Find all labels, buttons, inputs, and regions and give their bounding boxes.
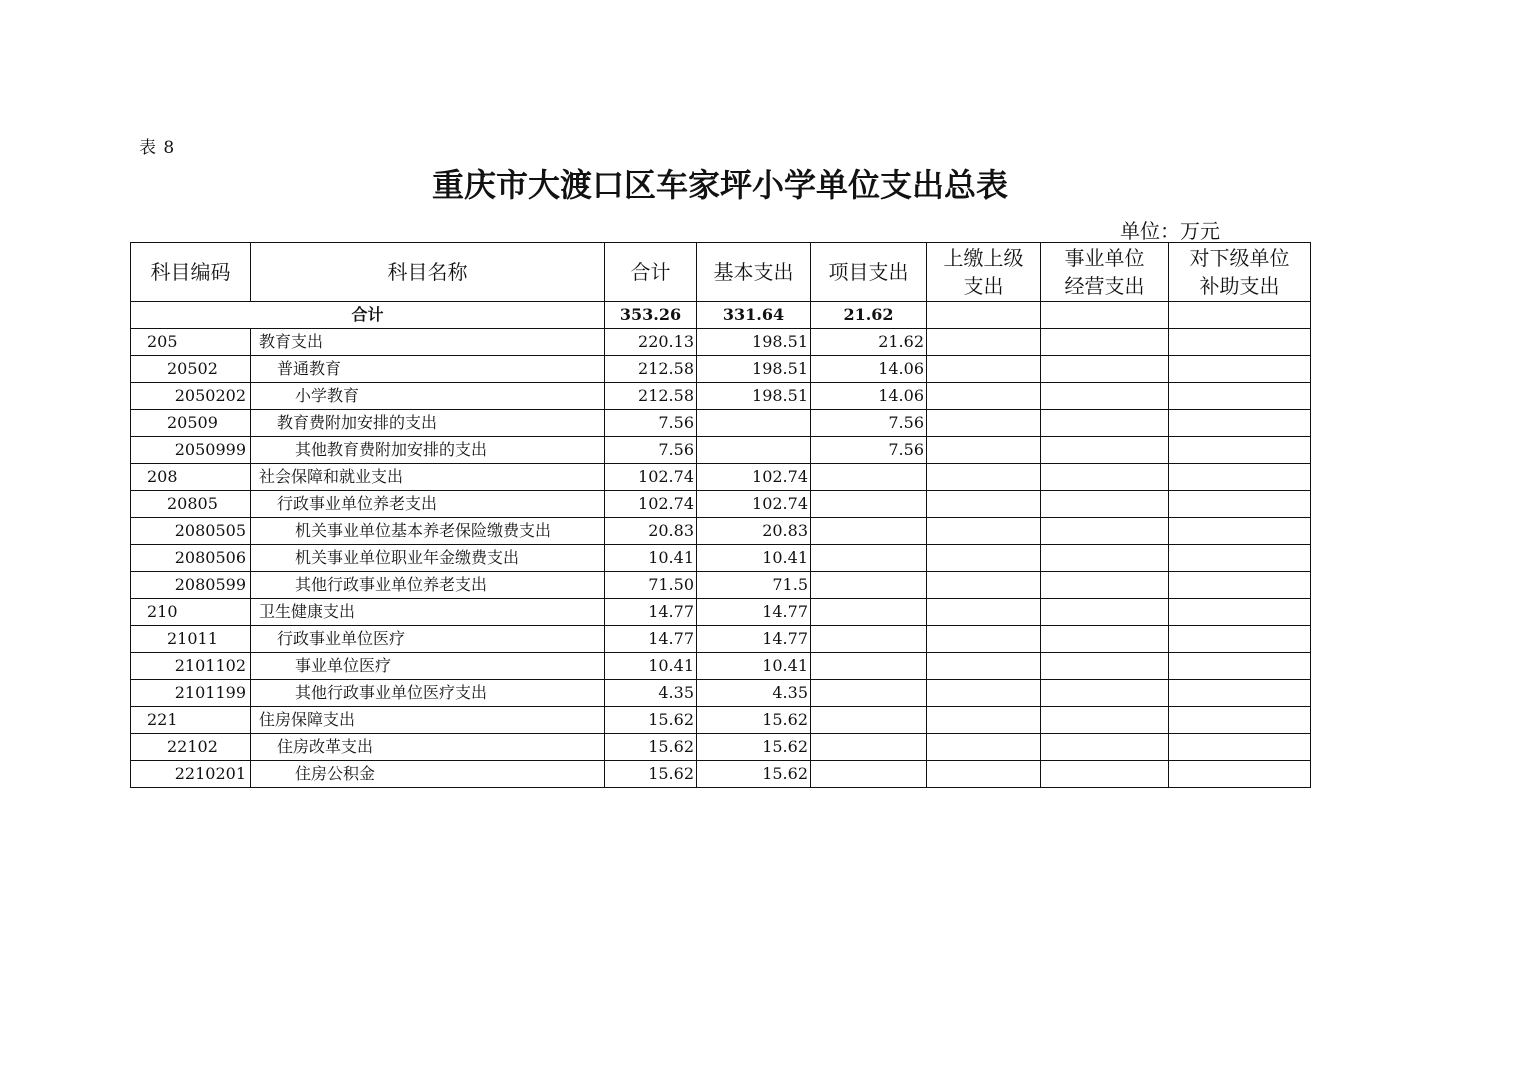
- total-business: [1041, 302, 1169, 329]
- total-row: [131, 302, 1311, 329]
- cell-project: [811, 518, 927, 545]
- cell-code: 205: [131, 329, 251, 356]
- table-row: [131, 410, 1311, 437]
- table-row: [131, 464, 1311, 491]
- cell-basic: 15.62: [697, 707, 811, 734]
- cell-project: 14.06: [811, 383, 927, 410]
- cell-code: 2050999: [131, 437, 251, 464]
- cell-business: [1041, 518, 1169, 545]
- header-subsidy-line1: 对下级单位: [1189, 246, 1290, 270]
- cell-basic: 15.62: [697, 761, 811, 788]
- table-row: [131, 545, 1311, 572]
- cell-upper: [927, 545, 1041, 572]
- cell-name: 卫生健康支出: [251, 599, 605, 626]
- header-total: 合计: [605, 243, 697, 302]
- table-row: [131, 518, 1311, 545]
- header-upper-line1: 上缴上级: [943, 246, 1024, 270]
- table-row: [131, 707, 1311, 734]
- cell-business: [1041, 545, 1169, 572]
- cell-total: 10.41: [605, 545, 697, 572]
- cell-business: [1041, 464, 1169, 491]
- cell-project: 21.62: [811, 329, 927, 356]
- cell-business: [1041, 680, 1169, 707]
- cell-subsidy: [1169, 437, 1311, 464]
- cell-subsidy: [1169, 761, 1311, 788]
- cell-upper: [927, 464, 1041, 491]
- cell-project: [811, 626, 927, 653]
- cell-total: 15.62: [605, 761, 697, 788]
- table-row: [131, 653, 1311, 680]
- cell-business: [1041, 653, 1169, 680]
- table-row: [131, 761, 1311, 788]
- cell-name: 普通教育: [251, 356, 605, 383]
- table-row: [131, 572, 1311, 599]
- cell-basic: 102.74: [697, 464, 811, 491]
- cell-basic: 71.5: [697, 572, 811, 599]
- cell-subsidy: [1169, 545, 1311, 572]
- cell-upper: [927, 707, 1041, 734]
- cell-subsidy: [1169, 464, 1311, 491]
- cell-name: 小学教育: [251, 383, 605, 410]
- cell-basic: 102.74: [697, 491, 811, 518]
- cell-project: 7.56: [811, 410, 927, 437]
- cell-basic: 14.77: [697, 599, 811, 626]
- table-label: 表 8: [139, 138, 176, 158]
- cell-upper: [927, 356, 1041, 383]
- cell-subsidy: [1169, 707, 1311, 734]
- header-upper-line2: 支出: [963, 274, 1004, 298]
- header-business: [1041, 243, 1169, 302]
- cell-subsidy: [1169, 653, 1311, 680]
- table-row: [131, 599, 1311, 626]
- cell-project: 14.06: [811, 356, 927, 383]
- cell-code: 20502: [131, 356, 251, 383]
- cell-basic: 198.51: [697, 383, 811, 410]
- cell-name: 社会保障和就业支出: [251, 464, 605, 491]
- cell-name: 教育支出: [251, 329, 605, 356]
- cell-business: [1041, 329, 1169, 356]
- cell-basic: 198.51: [697, 356, 811, 383]
- header-subsidy-line2: 补助支出: [1199, 274, 1280, 298]
- cell-total: 14.77: [605, 626, 697, 653]
- cell-name: 行政事业单位医疗: [251, 626, 605, 653]
- cell-upper: [927, 410, 1041, 437]
- table-row: [131, 437, 1311, 464]
- cell-business: [1041, 437, 1169, 464]
- total-basic: 331.64: [697, 302, 811, 329]
- cell-name: 教育费附加安排的支出: [251, 410, 605, 437]
- table-row: [131, 383, 1311, 410]
- cell-upper: [927, 680, 1041, 707]
- header-subsidy: [1169, 243, 1311, 302]
- cell-upper: [927, 437, 1041, 464]
- table-row: [131, 356, 1311, 383]
- cell-basic: 10.41: [697, 653, 811, 680]
- cell-name: 住房保障支出: [251, 707, 605, 734]
- page-title: 重庆市大渡口区车家坪小学单位支出总表: [431, 166, 1008, 204]
- cell-subsidy: [1169, 329, 1311, 356]
- cell-basic: 20.83: [697, 518, 811, 545]
- cell-basic: 10.41: [697, 545, 811, 572]
- cell-project: 7.56: [811, 437, 927, 464]
- cell-basic: [697, 437, 811, 464]
- table-row: [131, 491, 1311, 518]
- cell-project: [811, 707, 927, 734]
- cell-code: 2101199: [131, 680, 251, 707]
- cell-name: 机关事业单位职业年金缴费支出: [251, 545, 605, 572]
- cell-upper: [927, 491, 1041, 518]
- total-project: 21.62: [811, 302, 927, 329]
- cell-code: 221: [131, 707, 251, 734]
- cell-project: [811, 464, 927, 491]
- cell-code: 2080599: [131, 572, 251, 599]
- cell-project: [811, 680, 927, 707]
- cell-code: 210: [131, 599, 251, 626]
- cell-total: 102.74: [605, 491, 697, 518]
- cell-total: 7.56: [605, 437, 697, 464]
- cell-code: 20805: [131, 491, 251, 518]
- cell-name: 其他行政事业单位养老支出: [251, 572, 605, 599]
- cell-business: [1041, 734, 1169, 761]
- total-label: 合计: [131, 302, 605, 329]
- cell-upper: [927, 383, 1041, 410]
- cell-subsidy: [1169, 491, 1311, 518]
- cell-subsidy: [1169, 410, 1311, 437]
- cell-project: [811, 491, 927, 518]
- cell-upper: [927, 626, 1041, 653]
- cell-upper: [927, 653, 1041, 680]
- table-row: [131, 734, 1311, 761]
- cell-name: 行政事业单位养老支出: [251, 491, 605, 518]
- cell-name: 其他行政事业单位医疗支出: [251, 680, 605, 707]
- cell-subsidy: [1169, 383, 1311, 410]
- total-subsidy: [1169, 302, 1311, 329]
- unit-note: 单位：万元: [1120, 219, 1220, 243]
- cell-subsidy: [1169, 734, 1311, 761]
- cell-business: [1041, 383, 1169, 410]
- cell-upper: [927, 329, 1041, 356]
- cell-upper: [927, 572, 1041, 599]
- cell-name: 住房改革支出: [251, 734, 605, 761]
- cell-code: 208: [131, 464, 251, 491]
- cell-code: 2101102: [131, 653, 251, 680]
- cell-project: [811, 653, 927, 680]
- cell-name: 事业单位医疗: [251, 653, 605, 680]
- cell-subsidy: [1169, 518, 1311, 545]
- expenditure-table: [130, 242, 1311, 788]
- cell-project: [811, 572, 927, 599]
- cell-basic: 15.62: [697, 734, 811, 761]
- header-business-line1: 事业单位: [1064, 246, 1145, 270]
- cell-basic: 14.77: [697, 626, 811, 653]
- cell-subsidy: [1169, 680, 1311, 707]
- cell-business: [1041, 572, 1169, 599]
- cell-upper: [927, 518, 1041, 545]
- header-row: [131, 243, 1311, 302]
- cell-upper: [927, 761, 1041, 788]
- header-business-line2: 经营支出: [1064, 274, 1145, 298]
- cell-project: [811, 761, 927, 788]
- cell-total: 15.62: [605, 734, 697, 761]
- cell-subsidy: [1169, 572, 1311, 599]
- cell-business: [1041, 626, 1169, 653]
- cell-code: 2080505: [131, 518, 251, 545]
- cell-business: [1041, 410, 1169, 437]
- cell-total: 7.56: [605, 410, 697, 437]
- cell-total: 10.41: [605, 653, 697, 680]
- cell-name: 机关事业单位基本养老保险缴费支出: [251, 518, 605, 545]
- cell-name: 其他教育费附加安排的支出: [251, 437, 605, 464]
- cell-total: 220.13: [605, 329, 697, 356]
- total-upper: [927, 302, 1041, 329]
- cell-total: 4.35: [605, 680, 697, 707]
- cell-total: 15.62: [605, 707, 697, 734]
- header-code: 科目编码: [131, 243, 251, 302]
- cell-total: 20.83: [605, 518, 697, 545]
- cell-business: [1041, 707, 1169, 734]
- cell-code: 2050202: [131, 383, 251, 410]
- cell-code: 2210201: [131, 761, 251, 788]
- cell-code: 22102: [131, 734, 251, 761]
- header-upper: [927, 243, 1041, 302]
- cell-total: 71.50: [605, 572, 697, 599]
- cell-subsidy: [1169, 599, 1311, 626]
- cell-subsidy: [1169, 356, 1311, 383]
- table-row: [131, 680, 1311, 707]
- header-project: 项目支出: [811, 243, 927, 302]
- cell-business: [1041, 599, 1169, 626]
- cell-total: 212.58: [605, 356, 697, 383]
- cell-business: [1041, 356, 1169, 383]
- cell-code: 21011: [131, 626, 251, 653]
- cell-business: [1041, 491, 1169, 518]
- cell-total: 102.74: [605, 464, 697, 491]
- cell-basic: 4.35: [697, 680, 811, 707]
- cell-basic: [697, 410, 811, 437]
- header-name: 科目名称: [251, 243, 605, 302]
- cell-total: 212.58: [605, 383, 697, 410]
- cell-upper: [927, 734, 1041, 761]
- table-row: [131, 626, 1311, 653]
- header-basic: 基本支出: [697, 243, 811, 302]
- table-row: [131, 329, 1311, 356]
- cell-code: 2080506: [131, 545, 251, 572]
- table-body: [131, 302, 1311, 788]
- cell-total: 14.77: [605, 599, 697, 626]
- cell-subsidy: [1169, 626, 1311, 653]
- cell-code: 20509: [131, 410, 251, 437]
- cell-basic: 198.51: [697, 329, 811, 356]
- cell-business: [1041, 761, 1169, 788]
- total-total: 353.26: [605, 302, 697, 329]
- cell-project: [811, 599, 927, 626]
- cell-project: [811, 545, 927, 572]
- cell-project: [811, 734, 927, 761]
- cell-name: 住房公积金: [251, 761, 605, 788]
- cell-upper: [927, 599, 1041, 626]
